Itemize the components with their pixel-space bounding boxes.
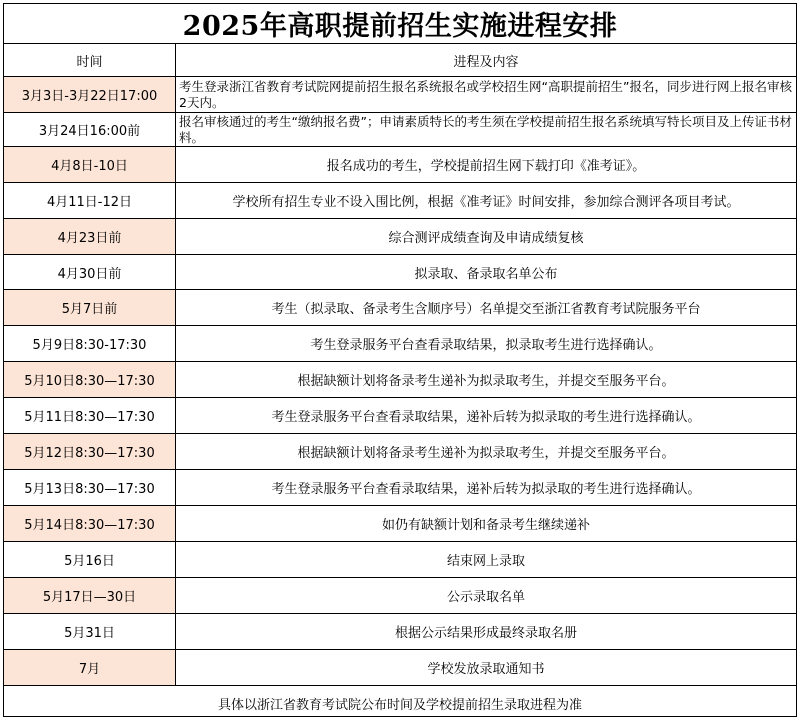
row-content: 考生（拟录取、备录考生含顺序号）名单提交至浙江省教育考试院服务平台 [271,302,701,317]
row-content: 学校发放录取通知书 [427,662,545,677]
header-time: 时间 [4,44,176,76]
row-content: 根据缺额计划将备录考生递补为拟录取考生，并提交至服务平台。 [297,374,675,389]
table-footer-note: 具体以浙江省教育考试院公布时间及学校提前招生录取进程为准 [217,698,582,713]
table-row [4,578,796,614]
row-time: 5月9日8:30-17:30 [4,326,176,361]
row-content: 学校所有招生专业不设入围比例，根据《准考证》时间安排，参加综合测评各项目考试。 [232,195,740,210]
row-content: 报名审核通过的考生“缴纳报名费”；申请素质特长的考生须在学校提前招生报名系统填写特长项目及上传证书材料。 [179,113,792,145]
row-content: 考生登录服务平台查看录取结果，拟录取考生进行选择确认。 [310,338,662,353]
row-content: 根据缺额计划将备录考生递补为拟录取考生，并提交至服务平台。 [297,446,675,461]
row-time: 5月31日 [4,614,176,649]
table-row [4,362,796,398]
row-content: 根据公示结果形成最终录取名册 [394,626,577,641]
row-time: 4月23日前 [4,219,176,254]
row-content: 考生登录服务平台查看录取结果，递补后转为拟录取的考生进行选择确认。 [271,410,701,425]
row-time: 5月16日 [4,542,176,577]
row-time: 5月17日—30日 [4,578,176,613]
table-row [4,290,796,326]
row-time: 4月11日-12日 [4,183,176,218]
row-time: 4月30日前 [4,255,176,289]
table-row [4,470,796,506]
row-time: 3月24日16:00前 [4,113,176,146]
row-content: 结束网上录取 [446,554,525,569]
row-time: 5月7日前 [4,290,176,325]
table-row [4,542,796,578]
schedule-table [3,3,797,717]
table-row [4,183,796,219]
row-content: 公示录取名单 [446,590,525,605]
row-time: 5月13日8:30—17:30 [4,470,176,505]
table-row [4,398,796,434]
row-time: 7月 [4,650,176,685]
row-time: 4月8日-10日 [4,147,176,182]
row-time: 3月3日-3月22日17:00 [4,77,176,112]
table-row [4,219,796,255]
table-title: 2025年高职提前招生实施进程安排 [4,4,796,44]
row-content: 综合测评成绩查询及申请成绩复核 [388,231,584,246]
table-row [4,147,796,183]
row-time: 5月11日8:30—17:30 [4,398,176,433]
table-row [4,255,796,290]
row-time: 5月14日8:30—17:30 [4,506,176,541]
row-content: 考生登录浙江省教育考试院网提前招生报名系统报名或学校招生网“高职提前招生”报名，同步进行网上报名审核2天内。 [179,78,792,110]
table-row [4,326,796,362]
row-content: 考生登录服务平台查看录取结果，递补后转为拟录取的考生进行选择确认。 [271,482,701,497]
table-header-row [4,44,796,77]
header-content: 进程及内容 [453,54,519,70]
table-row [4,506,796,542]
table-row [4,113,796,147]
row-time: 5月12日8:30—17:30 [4,434,176,469]
row-content: 如仍有缺额计划和备录考生继续递补 [381,518,590,533]
table-row [4,614,796,650]
row-time: 5月10日8:30—17:30 [4,362,176,397]
table-row [4,434,796,470]
table-row [4,77,796,113]
table-row [4,650,796,686]
row-content: 报名成功的考生，学校提前招生网下载打印《准考证》。 [326,159,646,174]
row-content: 拟录取、备录取名单公布 [414,266,558,282]
